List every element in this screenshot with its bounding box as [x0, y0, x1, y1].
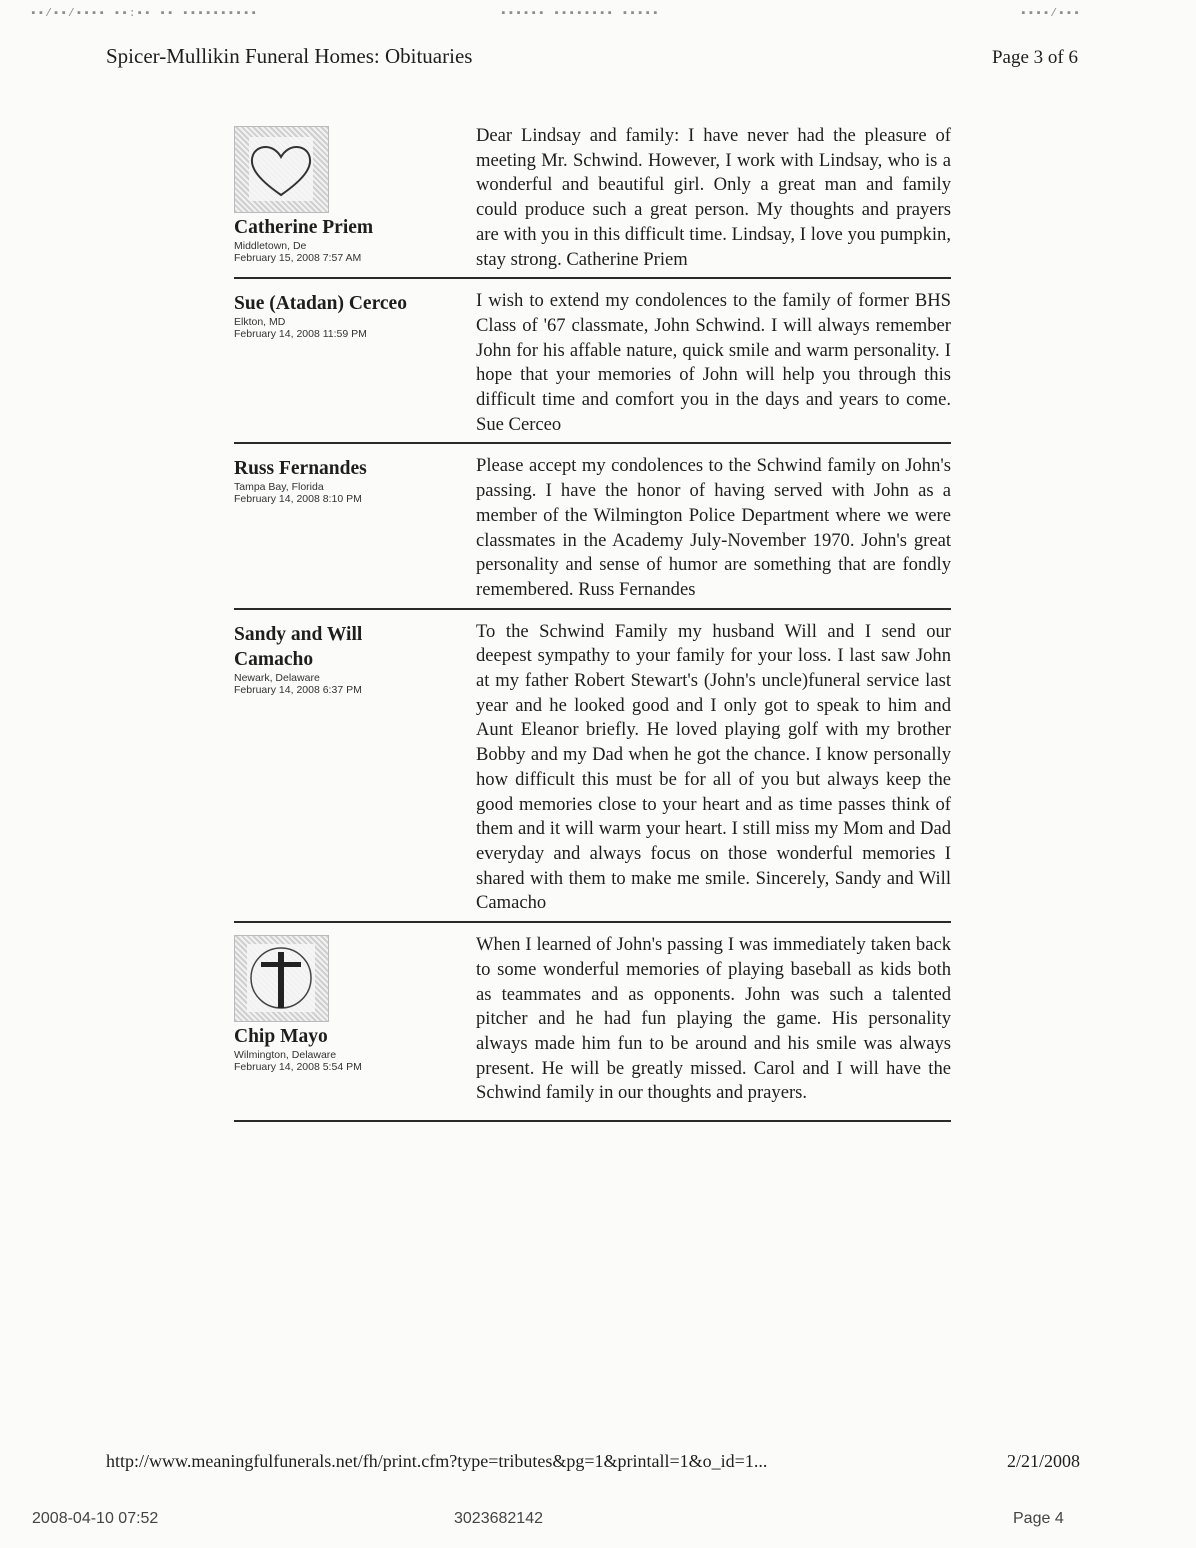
- tribute-message: When I learned of John's passing I was immediately taken back to some wonderful memories of playing baseball as kids both as teammates and as opponents. John was such a talented pitcher and he had fun playing the game. His personality always made him fun to be around and his smile was always present. He will be greatly missed. Carol and I will have the Schwind family in our thoughts and prayers.: [476, 934, 951, 1104]
- author-location: Newark, Delaware: [234, 671, 320, 684]
- author-location: Wilmington, Delaware: [234, 1049, 337, 1062]
- page-title: Spicer-Mullikin Funeral Homes: Obituaries: [106, 44, 473, 68]
- fax-header-strip: [30, 8, 1100, 20]
- tribute-author-block: [234, 291, 459, 340]
- tribute-entry: [234, 444, 951, 609]
- tribute-message: Please accept my condolences to the Schwind family on John's passing. I have the honor of having served with John as a member of the Wilmington Police Department where we were classmates in the Academy July-November 1970. John's great personality and sense of humor are something that are fondly remembered. Russ Fernandes: [476, 455, 951, 600]
- post-date: February 14, 2008 6:37 PM: [234, 683, 362, 696]
- page-number: Page 3 of 6: [991, 47, 1078, 68]
- author-name: Sandy and Will Camacho: [234, 623, 363, 670]
- author-location: Middletown, De: [234, 240, 307, 252]
- fax-timestamp: 2008-04-10 07:52: [32, 1510, 159, 1527]
- author-name: Chip Mayo: [234, 1026, 328, 1048]
- fax-header-text-center: ▪▪▪▪▪▪ ▪▪▪▪▪▪▪▪ ▪▪▪▪▪: [500, 8, 660, 20]
- post-date: February 14, 2008 8:10 PM: [234, 493, 362, 506]
- tribute-author-block: [234, 935, 459, 1073]
- tribute-author-block: [234, 622, 414, 696]
- post-date: February 14, 2008 5:54 PM: [234, 1061, 362, 1074]
- tribute-entry: [234, 610, 951, 923]
- author-location: Tampa Bay, Florida: [234, 481, 324, 494]
- post-date: February 15, 2008 7:57 AM: [234, 252, 362, 264]
- tribute-author-block: [234, 126, 459, 264]
- crucifix-icon: [234, 935, 329, 1022]
- source-url: http://www.meaningfulfunerals.net/fh/print.cfm?type=tributes&pg=1&printall=1&o_id=1...: [106, 1451, 768, 1471]
- print-date: 2/21/2008: [1006, 1451, 1080, 1471]
- tribute-entry: [234, 279, 951, 444]
- heart-icon: [234, 126, 329, 213]
- tribute-entry: [234, 118, 951, 279]
- tribute-list: [234, 118, 951, 1122]
- author-location: Elkton, MD: [234, 316, 286, 329]
- author-name: Russ Fernandes: [234, 458, 367, 480]
- post-date: February 14, 2008 11:59 PM: [234, 328, 367, 341]
- fax-page: Page 4: [1013, 1510, 1064, 1527]
- tribute-message: I wish to extend my condolences to the family of former BHS Class of '67 classmate, John Schwind. I will always remember John for his affable nature, quick smile and warm personality. I hope that your memories of John will help you through this difficult time and comfort you in the days and years to come. Sue Cerceo: [476, 290, 951, 435]
- tribute-entry: [234, 923, 951, 1122]
- fax-header-text-left: ▪▪/▪▪/▪▪▪▪ ▪▪:▪▪ ▪▪ ▪▪▪▪▪▪▪▪▪▪: [30, 8, 259, 20]
- fax-header-text-right: ▪▪▪▪/▪▪▪: [1020, 8, 1081, 20]
- author-name: Catherine Priem: [234, 217, 374, 238]
- tribute-message: Dear Lindsay and family: I have never had the pleasure of meeting Mr. Schwind. However, I work with Lindsay, who is a wonderful and beautiful girl. Only a great man and family could produce such a great person. My thoughts and prayers are with you in this difficult time. Lindsay, I love you pumpkin, stay strong. Catherine Priem: [476, 125, 951, 270]
- fax-number: 3023682142: [454, 1510, 543, 1527]
- author-name: Sue (Atadan) Cerceo: [234, 293, 407, 315]
- tribute-message: To the Schwind Family my husband Will and I send our deepest sympathy to your family for your loss. I last saw John at my father Robert Stewart's (John's uncle)funeral service last year and he looked good and I only got to speak to him and Aunt Eleanor briefly. He loved playing golf with my brother Bobby and my Dad when he got the chance. I know personally how difficult this must be for all of you but always keep the good memories close to your heart and as time passes think of them and it will warm your heart. I still miss my Mom and Dad everyday and always focus on those wonderful memories I shared with them to make me smile. Sincerely, Sandy and Will Camacho: [476, 620, 951, 914]
- tribute-author-block: [234, 456, 459, 505]
